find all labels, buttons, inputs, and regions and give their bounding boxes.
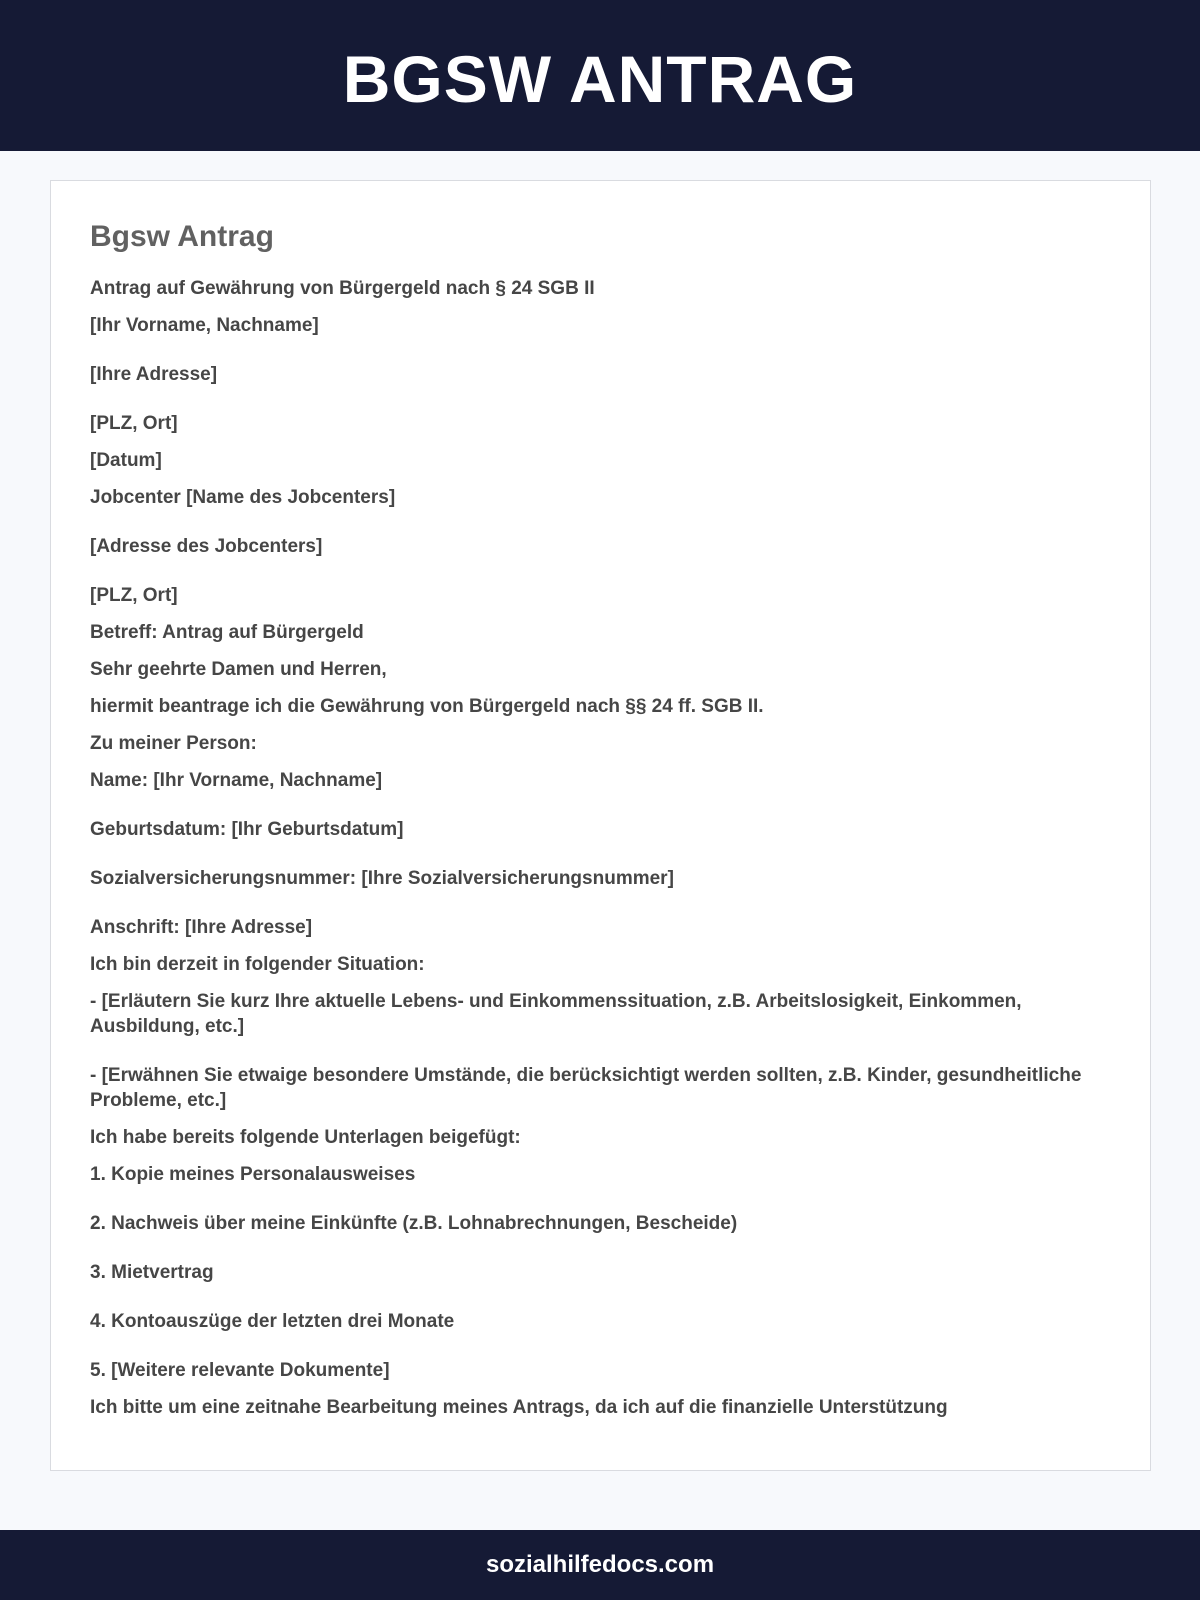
document-title: Bgsw Antrag bbox=[90, 220, 274, 253]
documents-heading: Ich habe bereits folgende Unterlagen beigefügt: bbox=[90, 1127, 521, 1148]
situation-item: - [Erläutern Sie kurz Ihre aktuelle Lebens- und Einkommenssituation, z.B. Arbeitslosigkeit, Einkommen, Ausbildung, etc.] bbox=[90, 991, 1022, 1037]
situation-heading: Ich bin derzeit in folgender Situation: bbox=[90, 954, 425, 975]
subject-heading: Antrag auf Gewährung von Bürgergeld nach § 24 SGB II bbox=[90, 278, 595, 299]
footer-site-link[interactable]: sozialhilfedocs.com bbox=[485, 1551, 715, 1578]
person-address: Anschrift: [Ihre Adresse] bbox=[90, 917, 313, 938]
header-title: BGSW ANTRAG bbox=[342, 41, 858, 116]
person-birthdate: Geburtsdatum: [Ihr Geburtsdatum] bbox=[90, 819, 404, 840]
betreff-line: Betreff: Antrag auf Bürgergeld bbox=[90, 622, 364, 643]
recipient-address: [Adresse des Jobcenters] bbox=[90, 536, 323, 557]
sender-address: [Ihre Adresse] bbox=[90, 364, 218, 385]
document-card bbox=[50, 180, 1151, 1471]
document-list-item: 3. Mietvertrag bbox=[90, 1262, 214, 1283]
document-list-item: 4. Kontoauszüge der letzten drei Monate bbox=[90, 1311, 455, 1332]
person-name: Name: [Ihr Vorname, Nachname] bbox=[90, 770, 383, 791]
letter-date: [Datum] bbox=[90, 450, 162, 471]
recipient-name: Jobcenter [Name des Jobcenters] bbox=[90, 487, 396, 508]
person-heading: Zu meiner Person: bbox=[90, 733, 257, 754]
person-ssn: Sozialversicherungsnummer: [Ihre Sozialversicherungsnummer] bbox=[90, 868, 674, 889]
page-header bbox=[0, 0, 1200, 151]
document-list-item: 1. Kopie meines Personalausweises bbox=[90, 1164, 416, 1185]
salutation: Sehr geehrte Damen und Herren, bbox=[90, 659, 387, 680]
document-list-item: 5. [Weitere relevante Dokumente] bbox=[90, 1360, 390, 1381]
intro-paragraph: hiermit beantrage ich die Gewährung von Bürgergeld nach §§ 24 ff. SGB II. bbox=[90, 696, 764, 717]
document-list-item: 2. Nachweis über meine Einkünfte (z.B. Lohnabrechnungen, Bescheide) bbox=[90, 1213, 738, 1234]
recipient-city: [PLZ, Ort] bbox=[90, 585, 178, 606]
sender-city: [PLZ, Ort] bbox=[90, 413, 178, 434]
page-footer bbox=[0, 1530, 1200, 1600]
sender-name: [Ihr Vorname, Nachname] bbox=[90, 315, 319, 336]
closing-paragraph: Ich bitte um eine zeitnahe Bearbeitung meines Antrags, da ich auf die finanzielle Unterstützung bbox=[90, 1397, 948, 1418]
situation-item: - [Erwähnen Sie etwaige besondere Umstände, die berücksichtigt werden sollten, z.B. Kinder, gesundheitliche Probleme, etc.] bbox=[90, 1065, 1082, 1111]
